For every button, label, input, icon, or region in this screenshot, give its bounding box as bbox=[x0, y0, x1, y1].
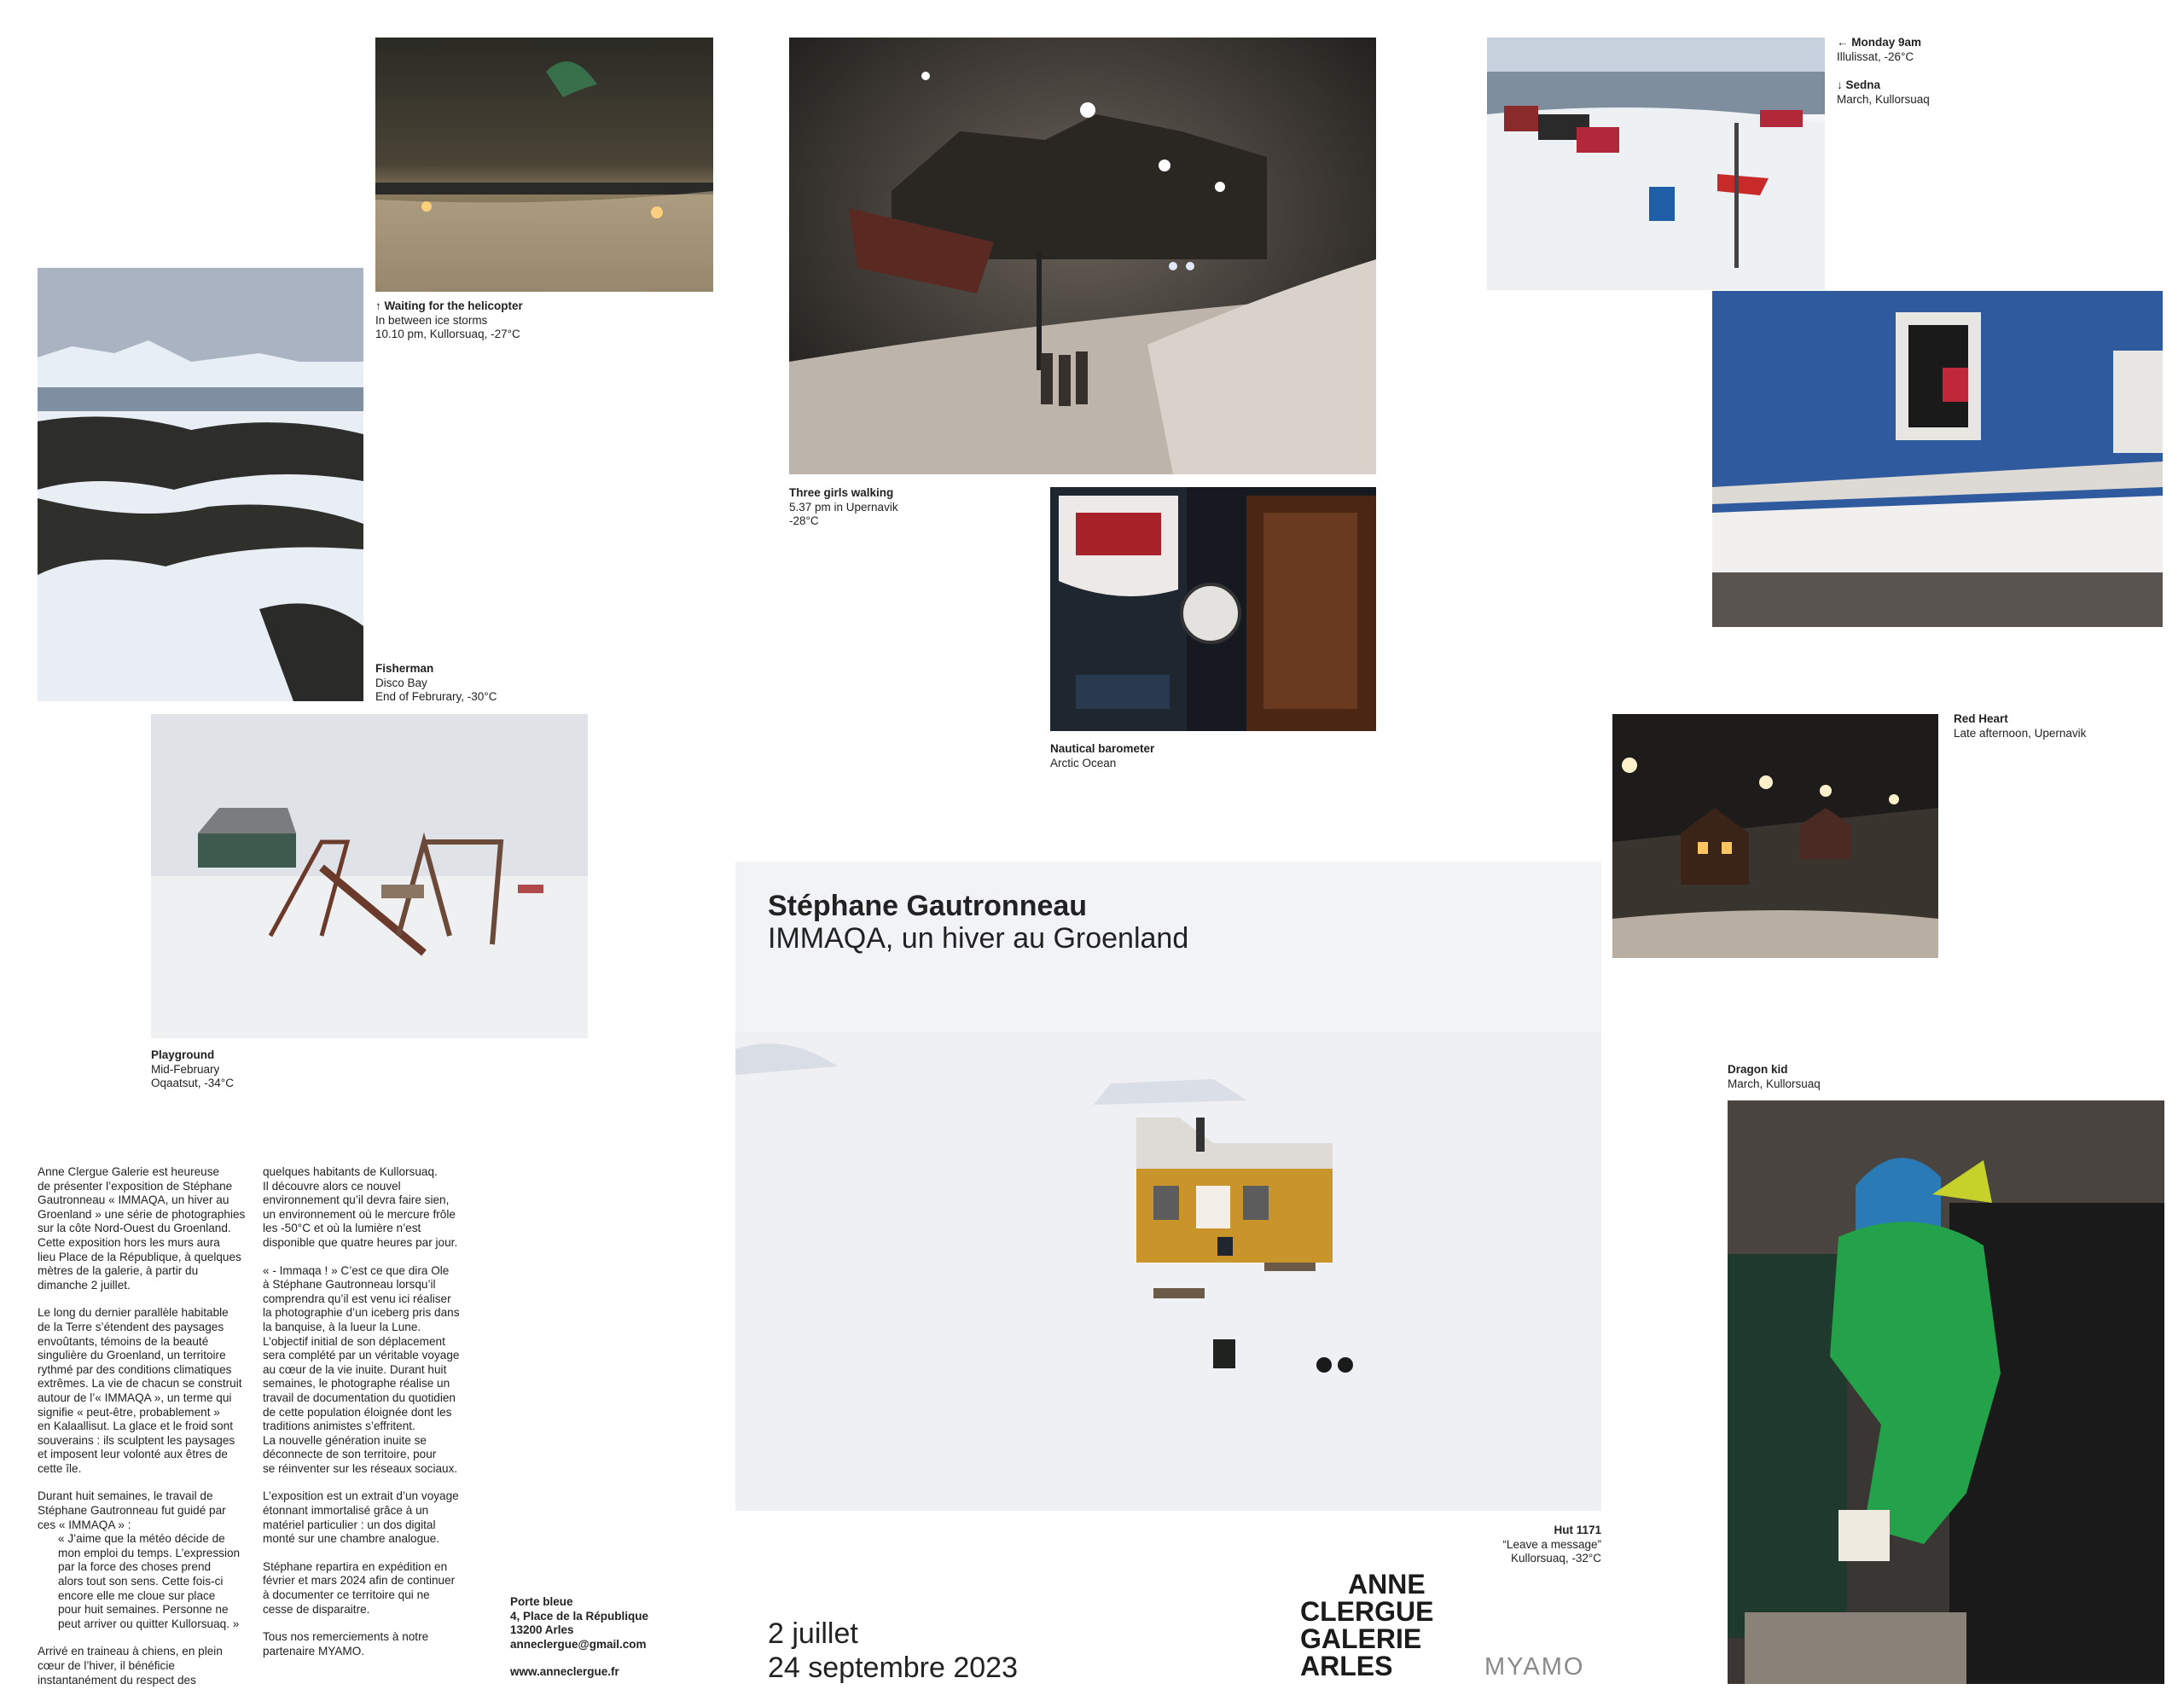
quote-paragraph: « J’aime que la météo décide de mon emploi du temps. L’expression par la force des choses prend alors tout son sens. Cette fois-ci encore elle me cloue sur place pour huit semaines. Personne ne peut arriver ou quitter Kullorsuaq. » bbox=[58, 1532, 241, 1630]
exhibition-title-block bbox=[768, 890, 1188, 955]
caption-monday: ← Monday 9am Illulissat, -26°C bbox=[1837, 36, 1922, 63]
anne-clergue-galerie-logo bbox=[1297, 1570, 1433, 1681]
svg-text:GALERIE: GALERIE bbox=[1300, 1623, 1422, 1654]
paragraph: Anne Clergue Galerie est heureuse de présenter l’exposition de Stéphane Gautronneau « IMMAQA, un hiver au Groenland » une série de photographies sur la côte Nord-Ouest du Groenland. Cette exposition hors les murs aura lieu Place de la République, à quelques mètres de la galerie, à partir du dimanche 2 juillet. bbox=[38, 1165, 246, 1292]
paragraph: Arrivé en traineau à chiens, en plein cœur de l’hiver, il bénéficie instantanément du respect des bbox=[38, 1645, 223, 1687]
date-start: 2 juillet bbox=[768, 1617, 858, 1650]
street-address: 4, Place de la République bbox=[510, 1609, 649, 1623]
caption-sedna: ↓ Sedna March, Kullorsuaq bbox=[1837, 78, 1930, 106]
caption-nautical: Nautical barometer Arctic Ocean bbox=[1050, 742, 1155, 769]
caption-fisherman: Fisherman Disco Bay End of Februrary, -30°C bbox=[375, 662, 497, 703]
photo-dragon-kid bbox=[1728, 1100, 2164, 1684]
exhibition-dates bbox=[768, 1617, 1018, 1685]
text-column-1 bbox=[38, 1165, 251, 1701]
exhibition-title: IMMAQA, un hiver au Groenland bbox=[768, 922, 1189, 955]
photo-helicopter-aurora bbox=[375, 38, 713, 292]
website-link[interactable]: www.anneclergue.fr bbox=[510, 1665, 619, 1678]
photo-three-girls-walking bbox=[789, 38, 1376, 474]
paragraph: Le long du dernier parallèle habitable de la Terre s’étendent des paysages envoûtants, témoins de la beauté singulière du Groenland, un territoire rythmé par des conditions climatiques extrêmes. La vie de chacun se construit autour de l’« IMMAQA », un terme qui signifie « peut-être, probablement » en Kalaallisut. La glace et le froid sont souverains : ils sculptent les paysages et imposent leur volonté aux êtres de cette île. bbox=[38, 1306, 242, 1475]
photo-playground bbox=[151, 714, 588, 1038]
svg-text:CLERGUE: CLERGUE bbox=[1300, 1596, 1433, 1627]
caption-hut: Hut 1171 “Leave a message” Kullorsuaq, -32°C bbox=[1502, 1524, 1601, 1565]
photo-monday-ilulissat bbox=[1487, 38, 1825, 290]
email-link[interactable]: anneclergue@gmail.com bbox=[510, 1637, 647, 1651]
city: 13200 Arles bbox=[510, 1623, 574, 1636]
photo-fisherman-icebergs bbox=[38, 268, 363, 701]
paragraph: « - Immaqa ! » C’est ce que dira Ole à Stéphane Gautronneau lorsqu’il comprendra qu’il est venu ici réaliser la photographie d’un iceberg pris dans la banquise, à la lueur la Lune. L’objectif initial de son déplacement sera complété par un véritable voyage au cœur de la vie inuite. Durant huit semaines, le photographe réalise un travail de documentation du quotidien de cette population éloignée dont les traditions animistes s’effritent. La nouvelle génération inuite se déconnecte de son territoire, pour se réinventer sur les réseaux sociaux. bbox=[263, 1263, 460, 1475]
paragraph: Tous nos remerciements à notre partenaire MYAMO. bbox=[263, 1630, 429, 1658]
venue-name: Porte bleue bbox=[510, 1595, 573, 1608]
caption-playground: Playground Mid-February Oqaatsut, -34°C bbox=[151, 1048, 234, 1089]
photo-sedna-blue-house bbox=[1712, 291, 2163, 627]
photo-nautical-barometer bbox=[1050, 487, 1376, 731]
paragraph: L’exposition est un extrait d’un voyage étonnant immortalisé grâce à un matériel particulier : un dos digital monté sur une chambre analogue. bbox=[263, 1489, 459, 1546]
text-column-2 bbox=[263, 1165, 480, 1672]
paragraph: Stéphane repartira en expédition en février et mars 2024 afin de continuer à documenter ce territoire qui ne cesse de disparaitre. bbox=[263, 1559, 456, 1616]
caption-dragon-kid: Dragon kid March, Kullorsuaq bbox=[1728, 1063, 1821, 1090]
svg-text:ARLES: ARLES bbox=[1300, 1651, 1393, 1681]
date-end: 24 septembre 2023 bbox=[768, 1652, 1018, 1684]
artist-name: Stéphane Gautronneau bbox=[768, 890, 1088, 922]
photo-hut-1171-hero bbox=[735, 862, 1601, 1511]
caption-helicopter: ↑ Waiting for the helicopter In between ice storms 10.10 pm, Kullorsuaq, -27°C bbox=[375, 299, 523, 340]
caption-three-girls: Three girls walking 5.37 pm in Upernavik -28°C bbox=[789, 486, 898, 527]
svg-text:ANNE: ANNE bbox=[1348, 1570, 1426, 1600]
paragraph: quelques habitants de Kullorsuaq. Il découvre alors ce nouvel environnement qu’il devra faire sien, un environnement où le mercure frôle les -50°C et où la lumière n’est disponible que quatre heures par jour. bbox=[263, 1165, 458, 1249]
caption-red-heart: Red Heart Late afternoon, Upernavik bbox=[1954, 712, 2087, 740]
photo-red-heart bbox=[1612, 714, 1938, 958]
gallery-address bbox=[510, 1595, 648, 1680]
paragraph: Durant huit semaines, le travail de Stéphane Gautronneau fut guidé par ces « IMMAQA » : bbox=[38, 1489, 226, 1531]
partner-logo-myamo: MYAMO bbox=[1484, 1653, 1585, 1681]
